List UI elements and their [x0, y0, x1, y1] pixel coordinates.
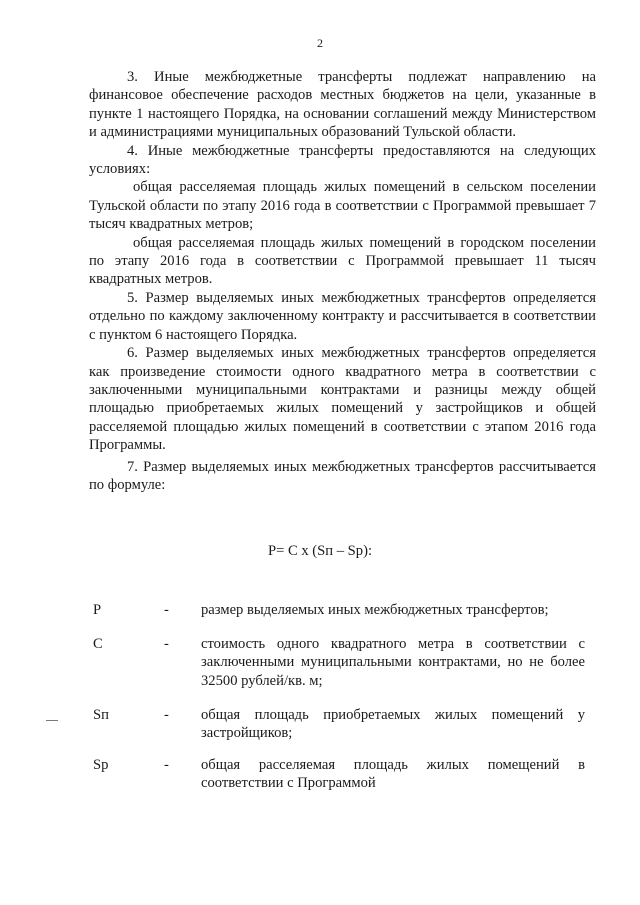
definition-dash: - — [164, 602, 169, 618]
paragraph-4: 4. Иные межбюджетные трансферты предоставляются на следующих условиях: — [89, 142, 596, 178]
paragraph-3: 3. Иные межбюджетные трансферты подлежат направлению на финансовое обеспечение расходов местных бюджетов на цели, указанные в пункте 1 настоящего Порядка, на основании соглашений между Министерством и администрациями муниципальных образований Тульской области. — [89, 69, 596, 141]
definition-symbol: P — [93, 602, 102, 618]
paragraph-6: 6. Размер выделяемых иных межбюджетных трансфертов определяется как произведение стоимости одного квадратного метра в соответствии с заключенными муниципальными контрактами и разницы между общей площадью приобретаемых жилых помещений у застройщиков и общей расселяемой площадью жилых помещений в соответствии с этапом 2016 года Программы. — [89, 345, 596, 454]
definition-text: общая расселяемая площадь жилых помещений в соответствии с Программой — [201, 757, 585, 792]
definition-text: размер выделяемых иных межбюджетных трансфертов; — [201, 602, 549, 618]
page-number: 2 — [317, 36, 323, 50]
definition-symbol: C — [93, 636, 103, 652]
definition-dash: - — [164, 707, 169, 723]
condition-urban: общая расселяемая площадь жилых помещений в городском поселении по этапу 2016 года в соответствии с Программой превышает 11 тысяч квадратных метров. — [89, 234, 596, 288]
definition-text: общая площадь приобретаемых жилых помещений у застройщиков; — [201, 707, 585, 742]
paragraph-7: 7. Размер выделяемых иных межбюджетных трансфертов рассчитывается по формуле: — [89, 458, 596, 493]
document-body — [89, 68, 596, 494]
definition-dash: - — [164, 636, 169, 652]
definition-text: стоимость одного квадратного метра в соответствии с заключенными муниципальными контрактами, но не более 32500 рублей/кв. м; — [201, 636, 585, 689]
condition-rural: общая расселяемая площадь жилых помещений в сельском поселении Тульской области по этапу 2016 года в соответствии с Программой превышает 7 тысяч квадратных метров; — [89, 179, 596, 233]
definition-dash: - — [164, 757, 169, 773]
margin-mark — [46, 720, 58, 721]
paragraph-5: 5. Размер выделяемых иных межбюджетных трансфертов определяется отдельно по каждому заключенному контракту и рассчитывается в соответствии с пунктом 6 настоящего Порядка. — [89, 289, 596, 343]
formula: P= C x (Sп – Sp): — [267, 543, 373, 559]
definition-symbol: Sп — [93, 707, 109, 723]
definition-symbol: Sp — [93, 757, 109, 773]
